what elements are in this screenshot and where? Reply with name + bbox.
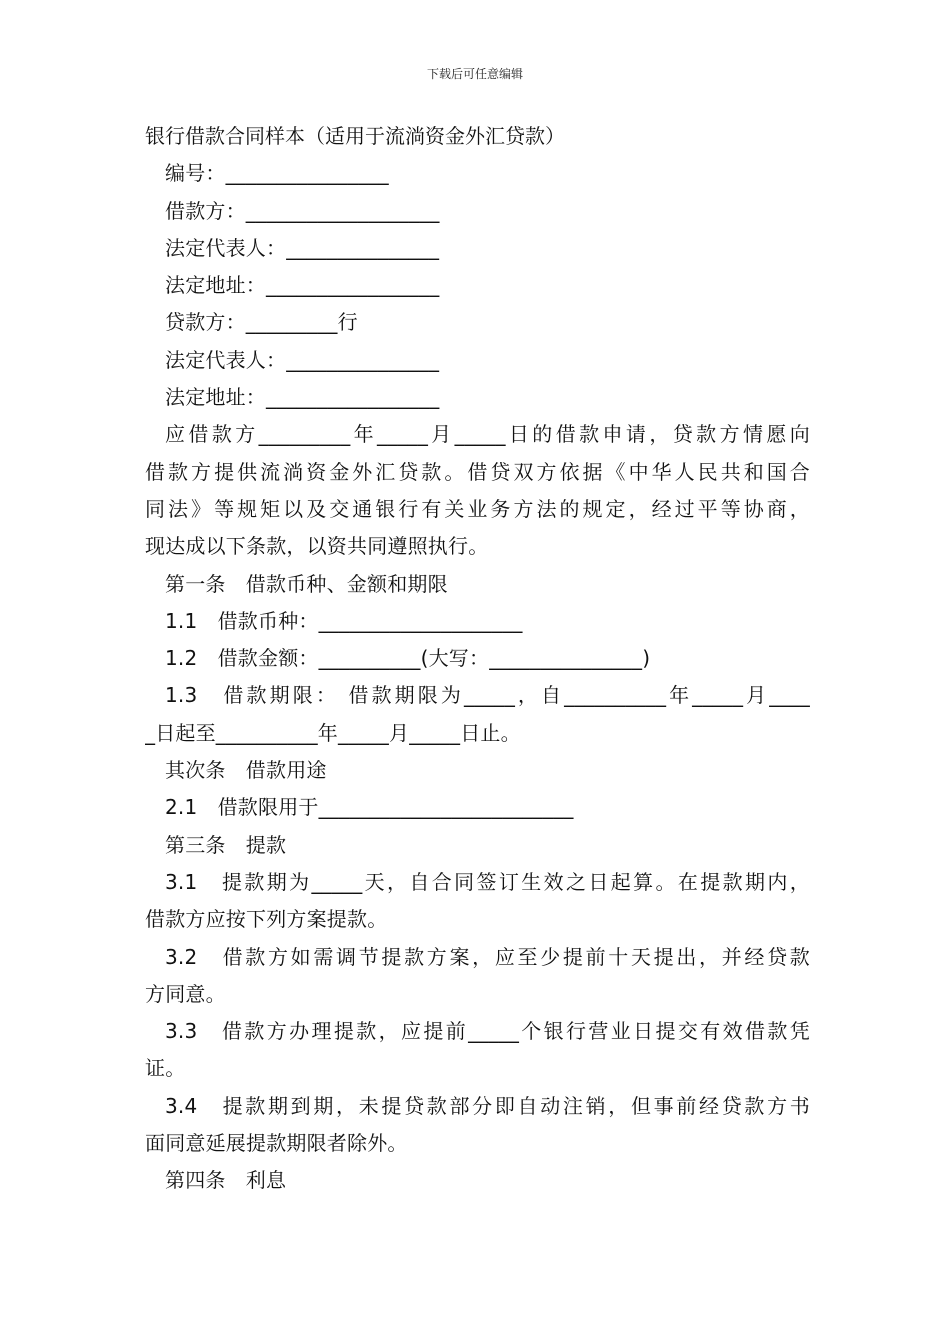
contract-line: 1.1 借款币种：____________________ bbox=[165, 608, 523, 633]
contract-line: 法定地址：_________________ bbox=[165, 385, 440, 410]
contract-line: 3.3 借款方办理提款，应提前_____个银行营业日提交有效借款凭 bbox=[165, 1019, 810, 1044]
contract-line: 第一条 借款币种、金额和期限 bbox=[165, 571, 448, 596]
contract-line: 3.2 借款方如需调节提款方案，应至少提前十天提出，并经贷款 bbox=[165, 944, 810, 969]
contract-line: 第四条 利息 bbox=[165, 1168, 287, 1193]
contract-line: 2.1 借款限用于_________________________ bbox=[165, 795, 574, 820]
contract-line: 借款方：___________________ bbox=[165, 198, 440, 223]
contract-line: 面同意延展提款期限者除外。 bbox=[145, 1131, 408, 1156]
contract-line: 第三条 提款 bbox=[165, 832, 287, 857]
contract-line: 1.3 借款期限： 借款期限为_____，自__________年_____月____ bbox=[165, 683, 810, 708]
contract-line: 3.4 提款期到期，未提贷款部分即自动注销，但事前经贷款方书 bbox=[165, 1093, 810, 1118]
contract-line: 现达成以下条款，以资共同遵照执行。 bbox=[145, 534, 489, 559]
contract-line: 法定代表人：_______________ bbox=[165, 347, 440, 372]
contract-line: 借款方应按下列方案提款。 bbox=[145, 907, 388, 932]
contract-line: 借款方提供流淌资金外汇贷款。借贷双方依据《中华人民共和国合 bbox=[145, 459, 810, 484]
contract-body bbox=[145, 118, 810, 1200]
contract-line: _日起至__________年_____月_____日止。 bbox=[145, 720, 521, 745]
contract-line: 贷款方：_________行 bbox=[165, 310, 358, 335]
contract-line: 法定代表人：_______________ bbox=[165, 235, 440, 260]
contract-line: 编号：________________ bbox=[165, 161, 389, 186]
contract-line: 其次条 借款用途 bbox=[165, 758, 327, 783]
contract-line: 3.1 提款期为_____天，自合同签订生效之日起算。在提款期内， bbox=[165, 869, 810, 894]
page-header-note: 下载后可任意编辑 bbox=[426, 67, 523, 81]
contract-line: 1.2 借款金额：__________(大写：_______________) bbox=[165, 646, 651, 671]
contract-line: 法定地址：_________________ bbox=[165, 273, 440, 298]
contract-line: 应借款方_________年_____月_____日的借款申请，贷款方情愿向 bbox=[165, 422, 810, 447]
contract-line: 同法》等规矩以及交通银行有关业务方法的规定，经过平等协商， bbox=[145, 496, 810, 521]
contract-line: 方同意。 bbox=[145, 981, 226, 1006]
document-title: 银行借款合同样本（适用于流淌资金外汇贷款） bbox=[145, 124, 565, 148]
contract-line: 证。 bbox=[145, 1056, 186, 1081]
